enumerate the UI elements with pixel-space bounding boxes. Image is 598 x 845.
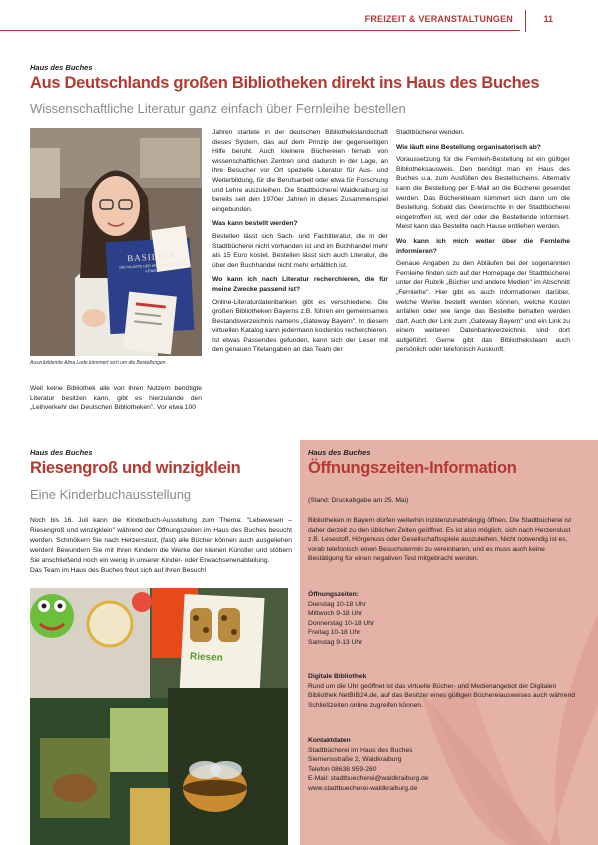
photo-caption: Auszubildende Alina Lode kümmert sich um die Bestellungen. [30,360,167,366]
exhibition-book-label: Riesen [189,651,224,664]
article1-question-2: Wo kann ich nach Literatur recherchieren, die für meine Zwecke passend ist? [212,276,388,293]
opening-hours-box [300,440,598,845]
exhibition-photo [30,588,288,845]
article1-question-4: Wo kann ich mich weiter über die Fernleihe informieren? [396,237,570,255]
contact-title: Kontaktdaten [308,737,351,744]
article1-question-1: Was kann bestellt werden? [212,220,298,228]
exhibition-illustration [30,588,288,845]
article3-title: Öffnungszeiten-Information [308,459,517,477]
article1-kicker: Haus des Buches [30,63,93,72]
hours-line: Dienstag 10-18 Uhr [308,600,366,608]
article2-body [30,516,292,576]
article3-intro: Bibliotheken in Bayern dürfen weiterhin inzidenzunabhängig öffnen. Die Stadtbücherei ist daher derzeit zu den üblichen Zeiten geöffnet. Es ist also möglich, sich nach Herzenslust z.B. Lesestoff, Hörgenuss oder Gesellschaftsspiele auszuleihen. Nicht notwendig ist es, vorab telefonisch einen Besuchstermin zu vereinbaren, und es muss auch keine Bestätigung für einen negativen Test mitgebracht werden. [308,517,572,563]
article1-col2-p1: Jahren startete in der deutschen Bibliothekslandschaft dieses System, das auf dem Prinzip der gegenseitigen Hilfe beruht. Auch kleinere Büchereien fernab von wissenschaftlichen Zentren sind dadurch in der Lage, an ihre Besucher vor Ort spezielle Literatur für Aus- und Weiterbildung, für die Berufsarbeit oder etwa für Forschung und Lehre auszuleihen. Die Stadtbücherei Waldkraiburg ist bereits seit den 1970er Jahren in dieses Zusammenspiel eingebunden. [212,129,388,213]
book-title: BASILEIA [126,250,177,264]
article3-kicker: Haus des Buches [308,448,371,457]
article2-subtitle: Eine Kinderbuchausstellung [30,487,192,502]
article1-question-3: Wie läuft eine Bestellung organisatorisch ab? [396,143,541,151]
opening-hours [308,590,578,648]
article1-col2 [212,128,388,358]
contact-line: Siemensstraße 2, Waldkraiburg [308,756,402,764]
hours-line: Freitag 10-18 Uhr [308,629,361,637]
digital-library [308,672,578,710]
article2-title: Riesengroß und winzigklein [30,459,241,477]
article2-text2: Das Team im Haus des Buches freut sich auf Ihren Besuch! [30,567,207,574]
contact-email[interactable]: E-Mail: stadtbuecherei@waldkraiburg.de [308,775,429,783]
article1-subtitle: Wissenschaftliche Literatur ganz einfach über Fernleihe bestellen [30,101,406,116]
contact-line: Stadtbücherei im Haus des Buches [308,746,413,754]
hours-line: Mittwoch 9-18 Uhr [308,610,363,618]
article2-kicker: Haus des Buches [30,448,93,457]
contact-data [308,736,578,794]
book-cover-text [114,250,191,275]
page-header [0,0,598,38]
hours-line: Samstag 9-13 Uhr [308,638,363,646]
contact-website[interactable]: www.stadtbuecherei-waldkraiburg.de [308,784,418,792]
contact-phone: Telefon 08638 959-260 [308,765,377,773]
article1-col3-p2: Voraussetzung für die Fernleih-Bestellung ist ein gültiger Bibliotheksausweis. Den benötigt man im Haus des Buches u.a. zum Ausfüllen des Bestellscheins. Alternativ kann die Bestellung per E-Mail an die Bücherei gesendet werden. Das Büchereiteam kümmert sich dann um die Bestellung. Sobald das Gewünschte in der Stadtbücherei eingetroffen ist, wird der oder die Bestellende informiert. Meist kann das Bestellte nach Hause entliehen werden. [396,156,570,231]
article1-col3 [396,128,570,358]
opening-hours-title: Öffnungszeiten: [308,591,359,598]
article2-text: Noch bis 16. Juli kann die Kinderbuch-Ausstellung zum Thema: "Lebewesen – Riesengroß und winzigklein" während der Öffnungszeiten im Haus des Buches besucht werden. Schmökern Sie nach Herzenslust, (fast) alle Bücher können auch ausgeliehen werden! Bewundern Sie mit Ihren Kindern die Werke der kleinen Künstler und stöbern Sie anschließend noch ein wenig in unserer Kinder- oder Erwachsenenabteilung. [30,517,292,564]
article1-col2-p3: Online-Literaturdatenbanken gibt es verschiedene. Die großen Bibliotheken Bayerns z.B. führen ein gemeinsames Bestandsverzeichnis namens „Gateway Bayern". In diesem virtuellen Katalog kann jedermann kostenlos recherchieren. Ist etwas Passendes gefunden, kann sich der Leser mit den genauen Titelangaben an das Team der [212,298,388,354]
digital-library-title: Digitale Bibliothek [308,673,367,680]
article1-title: Aus Deutschlands großen Bibliotheken direkt ins Haus des Buches [30,74,540,92]
section-title: FREIZEIT & VERANSTALTUNGEN [364,14,513,24]
header-separator [525,10,526,32]
article1-col3-p1: Stadtbücherei wenden. [396,129,465,136]
page-number: 11 [543,14,553,24]
article1-col2-p2: Bestellen lässt sich Sach- und Fachliteratur, die in der Stadtbücherei nicht vorhanden ist und im Buchhandel mehr als 15 Euro kostet. Bestellen lässt sich auch Literatur, die über den Buchhandel nicht mehr erhältlich ist. [212,232,388,269]
article1-col1-text: Weil keine Bibliothek alle von ihren Nutzern benötigte Literatur besitzen kann, gibt es hierzulande den „Leihverkehr der Deutschen Bibliotheken". Vor etwa 100 [30,385,202,412]
article1-col3-p3: Genaue Angaben zu den Abläufen bei der sogenannten Fernleihe finden sich auf der Homepage der Stadtbücherei unter der Rubrik „Bücher und andere Medien" im Abschnitt „Fernleihe". Hier gibt es auch Informationen darüber, welche Werke bestellt werden können, welche Kosten anfallen oder wie lange das Bestellte behalten werden darf. Auch der Link zum „Gateway Bayern" und ein Link zu einem weiteren Datenbankverzeichnis sind dort aufgeführt. Gerne gibt das Bibliotheksteam auch persönlich oder telefonisch Auskunft. [396,260,570,354]
digital-library-text: Rund um die Uhr geöffnet ist das virtuelle Bücher- und Medienangebot der Digitalen Bibliothek NetBIB24.de, auf das Besitzer eines gültigen Büchereiausweises auch während Schließzeiten online zugreifen können. [308,682,575,709]
book-subtitle: DIE PALÄSTE DER HELLENISTISCHEN KÖNIGE [119,262,186,273]
hours-line: Donnerstag 10-18 Uhr [308,619,375,627]
header-rule [0,30,520,31]
article3-stand: (Stand: Druckabgabe am 25. Mai) [308,497,409,504]
librarian-photo [30,128,202,356]
article1-col1 [30,384,202,416]
librarian-illustration [30,128,202,356]
